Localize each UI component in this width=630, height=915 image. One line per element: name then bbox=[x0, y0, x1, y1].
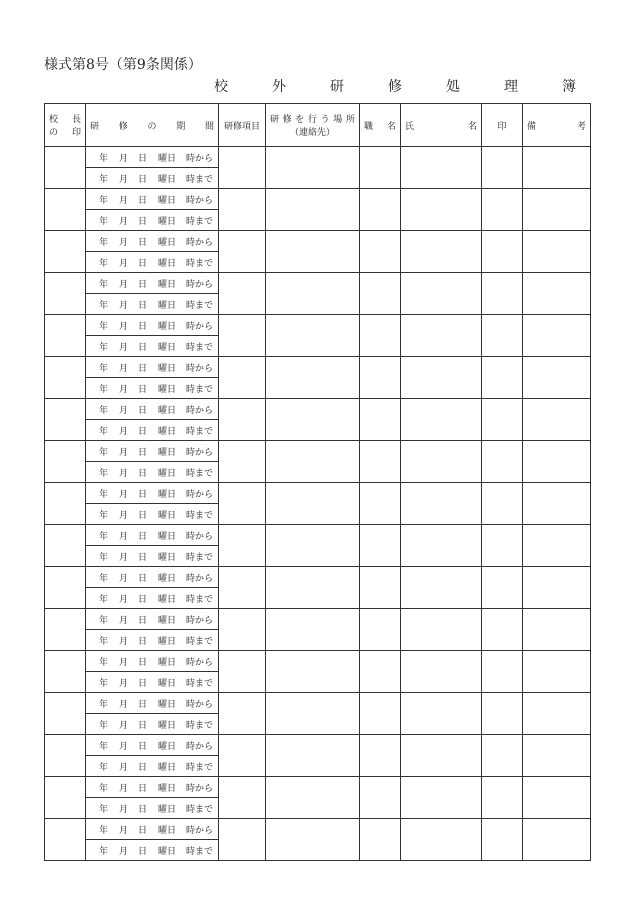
remarks-cell[interactable] bbox=[523, 819, 591, 861]
remarks-cell[interactable] bbox=[523, 315, 591, 357]
job-title-cell[interactable] bbox=[360, 441, 401, 483]
period-end-cell: 年 月 日 曜日 時まで bbox=[86, 714, 219, 735]
period-start-cell: 年 月 日 曜日 時から bbox=[86, 567, 219, 588]
seal-cell[interactable] bbox=[482, 441, 523, 483]
seal-cell[interactable] bbox=[482, 735, 523, 777]
training-item-cell[interactable] bbox=[219, 357, 266, 399]
training-item-cell[interactable] bbox=[219, 315, 266, 357]
table-row bbox=[45, 189, 591, 210]
form-number-label: 様式第8号（第9条関係） bbox=[44, 57, 202, 73]
training-place-cell[interactable] bbox=[266, 777, 360, 819]
principal-seal-cell[interactable] bbox=[45, 441, 86, 483]
name-cell[interactable] bbox=[401, 189, 482, 231]
table-row bbox=[45, 693, 591, 714]
name-cell[interactable] bbox=[401, 735, 482, 777]
table-row bbox=[45, 315, 591, 336]
principal-seal-cell[interactable] bbox=[45, 315, 86, 357]
remarks-cell[interactable] bbox=[523, 777, 591, 819]
period-start-cell: 年 月 日 曜日 時から bbox=[86, 315, 219, 336]
job-title-cell[interactable] bbox=[360, 189, 401, 231]
table-row bbox=[45, 567, 591, 588]
remarks-cell[interactable] bbox=[523, 441, 591, 483]
period-start-cell: 年 月 日 曜日 時から bbox=[86, 357, 219, 378]
job-title-cell[interactable] bbox=[360, 273, 401, 315]
name-cell[interactable] bbox=[401, 525, 482, 567]
training-place-cell[interactable] bbox=[266, 189, 360, 231]
seal-cell[interactable] bbox=[482, 819, 523, 861]
seal-cell[interactable] bbox=[482, 273, 523, 315]
period-start-cell: 年 月 日 曜日 時から bbox=[86, 399, 219, 420]
seal-cell[interactable] bbox=[482, 357, 523, 399]
period-end-cell: 年 月 日 曜日 時まで bbox=[86, 378, 219, 399]
period-end-cell: 年 月 日 曜日 時まで bbox=[86, 210, 219, 231]
header-remarks: 備 考 bbox=[523, 104, 591, 147]
principal-seal-cell[interactable] bbox=[45, 483, 86, 525]
header-job-title: 職 名 bbox=[360, 104, 401, 147]
seal-cell[interactable] bbox=[482, 567, 523, 609]
period-end-cell: 年 月 日 曜日 時まで bbox=[86, 798, 219, 819]
training-item-cell[interactable] bbox=[219, 777, 266, 819]
name-cell[interactable] bbox=[401, 315, 482, 357]
period-end-cell: 年 月 日 曜日 時まで bbox=[86, 420, 219, 441]
job-title-cell[interactable] bbox=[360, 483, 401, 525]
remarks-cell[interactable] bbox=[523, 693, 591, 735]
principal-seal-cell[interactable] bbox=[45, 273, 86, 315]
name-cell[interactable] bbox=[401, 567, 482, 609]
job-title-cell[interactable] bbox=[360, 399, 401, 441]
remarks-cell[interactable] bbox=[523, 189, 591, 231]
training-place-cell[interactable] bbox=[266, 273, 360, 315]
name-cell[interactable] bbox=[401, 147, 482, 189]
training-item-cell[interactable] bbox=[219, 609, 266, 651]
period-end-cell: 年 月 日 曜日 時まで bbox=[86, 546, 219, 567]
period-start-cell: 年 月 日 曜日 時から bbox=[86, 819, 219, 840]
remarks-cell[interactable] bbox=[523, 609, 591, 651]
training-place-cell[interactable] bbox=[266, 609, 360, 651]
table-row bbox=[45, 777, 591, 798]
period-start-cell: 年 月 日 曜日 時から bbox=[86, 147, 219, 168]
principal-seal-cell[interactable] bbox=[45, 147, 86, 189]
training-place-cell[interactable] bbox=[266, 399, 360, 441]
table-row bbox=[45, 483, 591, 504]
training-item-cell[interactable] bbox=[219, 525, 266, 567]
training-place-cell[interactable] bbox=[266, 315, 360, 357]
period-end-cell: 年 月 日 曜日 時まで bbox=[86, 630, 219, 651]
principal-seal-cell[interactable] bbox=[45, 819, 86, 861]
principal-seal-cell[interactable] bbox=[45, 189, 86, 231]
seal-cell[interactable] bbox=[482, 651, 523, 693]
period-start-cell: 年 月 日 曜日 時から bbox=[86, 777, 219, 798]
job-title-cell[interactable] bbox=[360, 651, 401, 693]
name-cell[interactable] bbox=[401, 441, 482, 483]
remarks-cell[interactable] bbox=[523, 231, 591, 273]
period-start-cell: 年 月 日 曜日 時から bbox=[86, 609, 219, 630]
name-cell[interactable] bbox=[401, 231, 482, 273]
seal-cell[interactable] bbox=[482, 693, 523, 735]
job-title-cell[interactable] bbox=[360, 147, 401, 189]
document-title: 校 外 研 修 処 理 簿 bbox=[214, 79, 591, 95]
training-item-cell[interactable] bbox=[219, 651, 266, 693]
remarks-cell[interactable] bbox=[523, 273, 591, 315]
period-start-cell: 年 月 日 曜日 時から bbox=[86, 693, 219, 714]
table-row bbox=[45, 273, 591, 294]
remarks-cell[interactable] bbox=[523, 567, 591, 609]
header-training-period: 研 修 の 期 間 bbox=[86, 104, 219, 147]
table-row bbox=[45, 651, 591, 672]
period-start-cell: 年 月 日 曜日 時から bbox=[86, 735, 219, 756]
job-title-cell[interactable] bbox=[360, 525, 401, 567]
period-start-cell: 年 月 日 曜日 時から bbox=[86, 189, 219, 210]
remarks-cell[interactable] bbox=[523, 357, 591, 399]
job-title-cell[interactable] bbox=[360, 609, 401, 651]
training-place-cell[interactable] bbox=[266, 357, 360, 399]
header-row bbox=[45, 104, 591, 147]
training-item-cell[interactable] bbox=[219, 147, 266, 189]
remarks-cell[interactable] bbox=[523, 525, 591, 567]
principal-seal-cell[interactable] bbox=[45, 693, 86, 735]
seal-cell[interactable] bbox=[482, 525, 523, 567]
header-principal-seal: 校 長 の 印 bbox=[45, 104, 86, 147]
training-item-cell[interactable] bbox=[219, 483, 266, 525]
job-title-cell[interactable] bbox=[360, 777, 401, 819]
name-cell[interactable] bbox=[401, 609, 482, 651]
remarks-cell[interactable] bbox=[523, 735, 591, 777]
remarks-cell[interactable] bbox=[523, 483, 591, 525]
table-row bbox=[45, 441, 591, 462]
name-cell[interactable] bbox=[401, 357, 482, 399]
training-place-cell[interactable] bbox=[266, 651, 360, 693]
principal-seal-cell[interactable] bbox=[45, 651, 86, 693]
table-row bbox=[45, 231, 591, 252]
training-item-cell[interactable] bbox=[219, 819, 266, 861]
seal-cell[interactable] bbox=[482, 147, 523, 189]
seal-cell[interactable] bbox=[482, 399, 523, 441]
training-item-cell[interactable] bbox=[219, 399, 266, 441]
header-training-item: 研修項目 bbox=[219, 104, 266, 147]
job-title-cell[interactable] bbox=[360, 819, 401, 861]
header-training-place: 研 修 を 行 う 場 所 （連絡先） bbox=[266, 104, 360, 147]
training-place-cell[interactable] bbox=[266, 735, 360, 777]
table-row bbox=[45, 525, 591, 546]
period-end-cell: 年 月 日 曜日 時まで bbox=[86, 168, 219, 189]
training-place-cell[interactable] bbox=[266, 525, 360, 567]
training-register-table bbox=[44, 103, 591, 861]
principal-seal-cell[interactable] bbox=[45, 399, 86, 441]
period-start-cell: 年 月 日 曜日 時から bbox=[86, 651, 219, 672]
name-cell[interactable] bbox=[401, 693, 482, 735]
principal-seal-cell[interactable] bbox=[45, 609, 86, 651]
training-place-cell[interactable] bbox=[266, 483, 360, 525]
name-cell[interactable] bbox=[401, 777, 482, 819]
seal-cell[interactable] bbox=[482, 315, 523, 357]
seal-cell[interactable] bbox=[482, 483, 523, 525]
name-cell[interactable] bbox=[401, 483, 482, 525]
job-title-cell[interactable] bbox=[360, 357, 401, 399]
training-place-cell[interactable] bbox=[266, 231, 360, 273]
period-end-cell: 年 月 日 曜日 時まで bbox=[86, 336, 219, 357]
training-place-cell[interactable] bbox=[266, 693, 360, 735]
principal-seal-cell[interactable] bbox=[45, 525, 86, 567]
period-start-cell: 年 月 日 曜日 時から bbox=[86, 231, 219, 252]
seal-cell[interactable] bbox=[482, 609, 523, 651]
principal-seal-cell[interactable] bbox=[45, 735, 86, 777]
period-end-cell: 年 月 日 曜日 時まで bbox=[86, 840, 219, 861]
name-cell[interactable] bbox=[401, 273, 482, 315]
name-cell[interactable] bbox=[401, 399, 482, 441]
period-start-cell: 年 月 日 曜日 時から bbox=[86, 525, 219, 546]
principal-seal-cell[interactable] bbox=[45, 231, 86, 273]
period-start-cell: 年 月 日 曜日 時から bbox=[86, 273, 219, 294]
period-end-cell: 年 月 日 曜日 時まで bbox=[86, 756, 219, 777]
period-end-cell: 年 月 日 曜日 時まで bbox=[86, 462, 219, 483]
training-item-cell[interactable] bbox=[219, 273, 266, 315]
name-cell[interactable] bbox=[401, 819, 482, 861]
job-title-cell[interactable] bbox=[360, 693, 401, 735]
name-cell[interactable] bbox=[401, 651, 482, 693]
training-place-cell[interactable] bbox=[266, 819, 360, 861]
period-end-cell: 年 月 日 曜日 時まで bbox=[86, 294, 219, 315]
header-seal: 印 bbox=[482, 104, 523, 147]
table-row bbox=[45, 357, 591, 378]
seal-cell[interactable] bbox=[482, 231, 523, 273]
table-row bbox=[45, 147, 591, 168]
job-title-cell[interactable] bbox=[360, 567, 401, 609]
table-row bbox=[45, 609, 591, 630]
job-title-cell[interactable] bbox=[360, 735, 401, 777]
period-end-cell: 年 月 日 曜日 時まで bbox=[86, 672, 219, 693]
remarks-cell[interactable] bbox=[523, 399, 591, 441]
period-start-cell: 年 月 日 曜日 時から bbox=[86, 483, 219, 504]
training-item-cell[interactable] bbox=[219, 189, 266, 231]
training-item-cell[interactable] bbox=[219, 231, 266, 273]
remarks-cell[interactable] bbox=[523, 651, 591, 693]
period-end-cell: 年 月 日 曜日 時まで bbox=[86, 252, 219, 273]
training-item-cell[interactable] bbox=[219, 441, 266, 483]
period-end-cell: 年 月 日 曜日 時まで bbox=[86, 504, 219, 525]
header-name: 氏 名 bbox=[401, 104, 482, 147]
table-row bbox=[45, 735, 591, 756]
training-place-cell[interactable] bbox=[266, 567, 360, 609]
period-start-cell: 年 月 日 曜日 時から bbox=[86, 441, 219, 462]
principal-seal-cell[interactable] bbox=[45, 567, 86, 609]
remarks-cell[interactable] bbox=[523, 147, 591, 189]
training-item-cell[interactable] bbox=[219, 567, 266, 609]
training-item-cell[interactable] bbox=[219, 693, 266, 735]
training-place-cell[interactable] bbox=[266, 441, 360, 483]
job-title-cell[interactable] bbox=[360, 231, 401, 273]
period-end-cell: 年 月 日 曜日 時まで bbox=[86, 588, 219, 609]
table-row bbox=[45, 399, 591, 420]
training-item-cell[interactable] bbox=[219, 735, 266, 777]
table-row bbox=[45, 819, 591, 840]
principal-seal-cell[interactable] bbox=[45, 777, 86, 819]
principal-seal-cell[interactable] bbox=[45, 357, 86, 399]
training-place-cell[interactable] bbox=[266, 147, 360, 189]
seal-cell[interactable] bbox=[482, 189, 523, 231]
job-title-cell[interactable] bbox=[360, 315, 401, 357]
seal-cell[interactable] bbox=[482, 777, 523, 819]
